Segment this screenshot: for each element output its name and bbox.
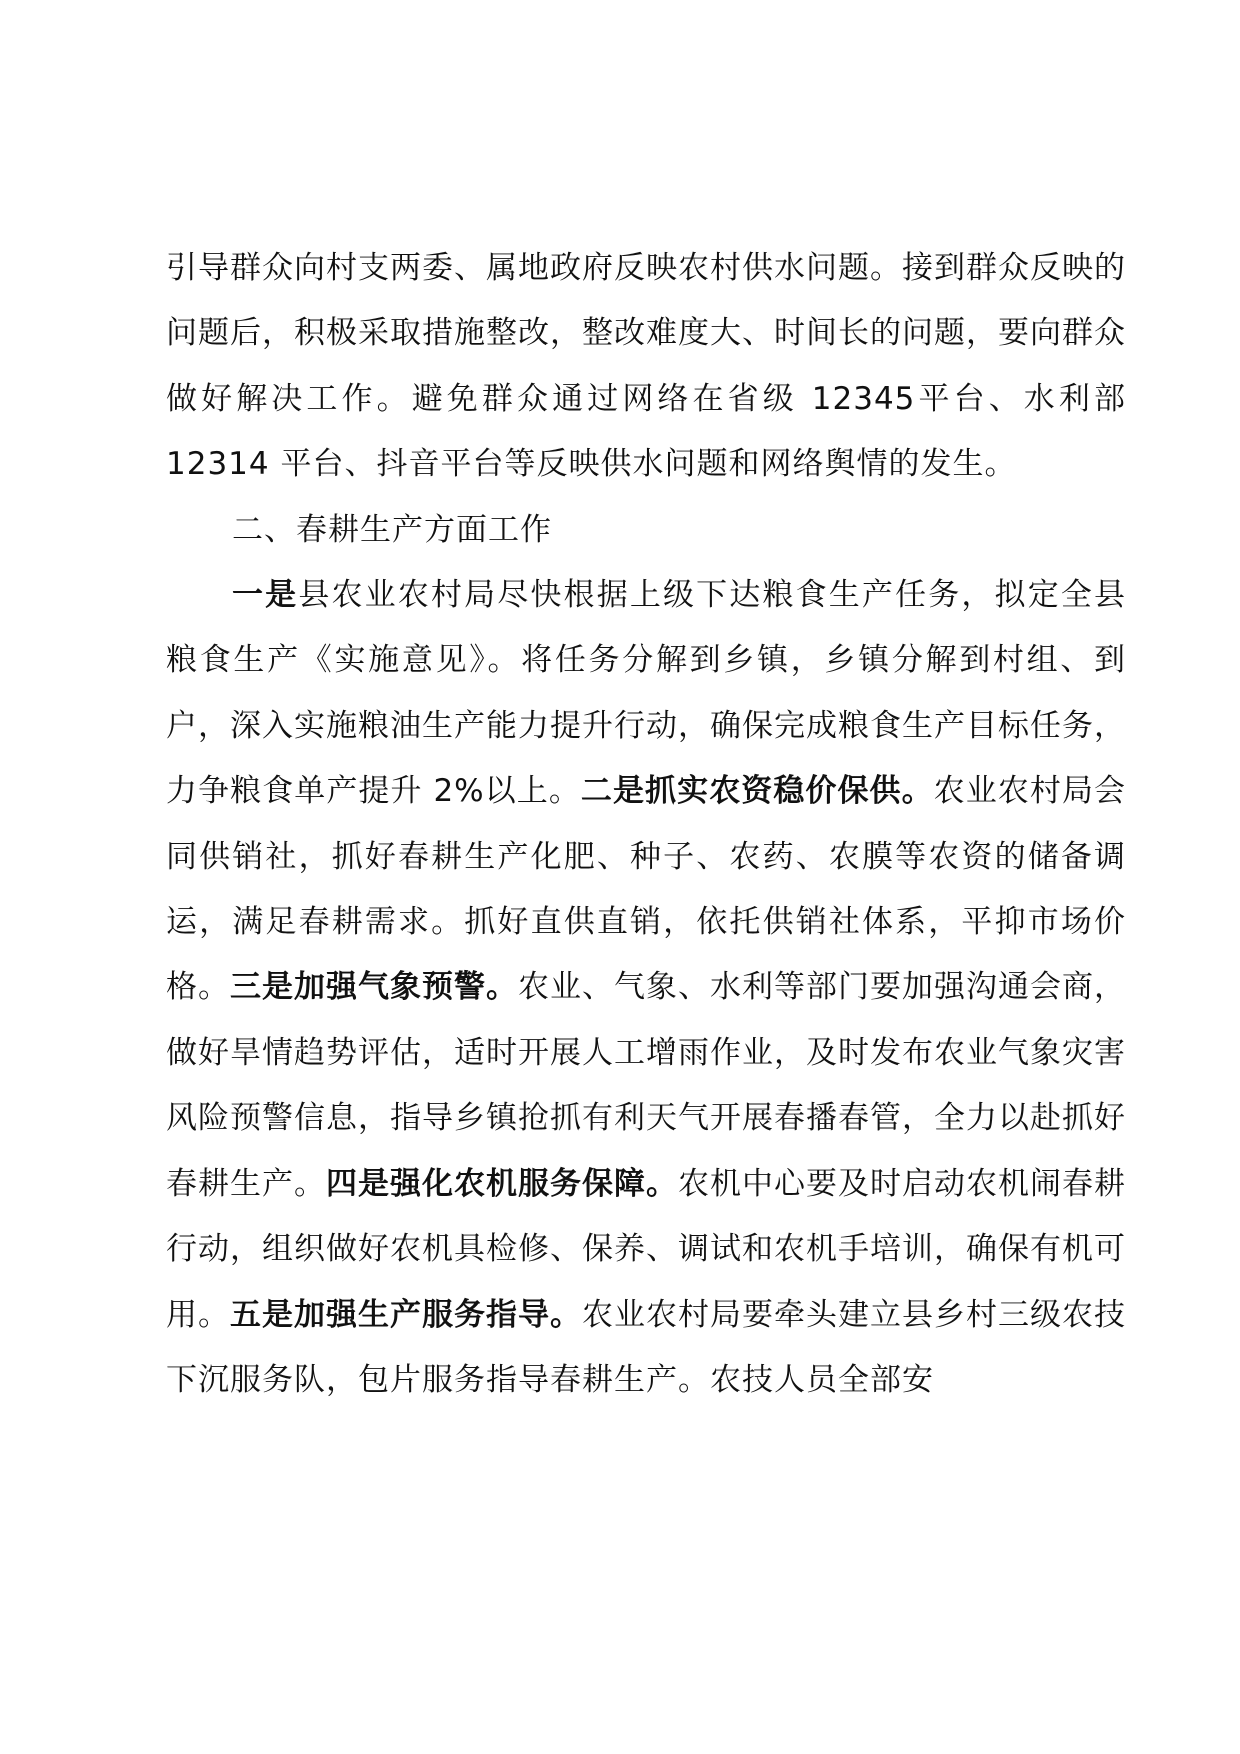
bold-item-4: 四是强化农机服务保障。	[326, 1165, 678, 1202]
item-5-text: 农业农村局要牵头建立县乡村三级农技下沉服务队，包片服务指导春耕生产。农技人员全部安	[166, 1296, 1126, 1398]
section-heading-spring-plowing: 二、春耕生产方面工作	[232, 511, 552, 548]
bold-item-2: 二是抓实农资稳价保供。	[580, 773, 934, 810]
paragraph-spring-plowing-tasks	[166, 563, 1126, 1413]
item-3-text: 农业、气象、水利等部门要加强沟通会商，做好旱情趋势评估，适时开展人工增雨作业，及时发布农业气象灾害风险预警信息，指导乡镇抢抓有利天气开展春播春管，全力以赴抓好春耕生产。	[166, 969, 1126, 1202]
document-page	[166, 236, 1126, 1413]
bold-item-5: 五是加强生产服务指导。	[230, 1296, 582, 1333]
paragraph-water-supply: 引导群众向村支两委、属地政府反映农村供水问题。接到群众反映的问题后，积极采取措施整改，整改难度大、时间长的问题，要向群众做好解决工作。避免群众通过网络在省级 12345平台、水利部 12314 平台、抖音平台等反映供水问题和网络舆情的发生。	[166, 250, 1126, 483]
item-2-text: 农业农村局会同供销社，抓好春耕生产化肥、种子、农药、农膜等农资的储备调运，满足春耕需求。抓好直供直销，依托供销社体系，平抑市场价格。	[166, 773, 1127, 1006]
item-4-text: 农机中心要及时启动农机闹春耕行动，组织做好农机具检修、保养、调试和农机手培训，确保有机可用。	[166, 1165, 1126, 1333]
bold-item-3: 三是加强气象预警。	[230, 969, 518, 1006]
item-1-text: 县农业农村局尽快根据上级下达粮食生产任务，拟定全县粮食生产《实施意见》。将任务分解到乡镇，乡镇分解到村组、到户，深入实施粮油生产能力提升行动，确保完成粮食生产目标任务，力争粮食单产提升 2%以上。	[166, 577, 1127, 810]
bold-item-1: 一是	[232, 577, 299, 614]
